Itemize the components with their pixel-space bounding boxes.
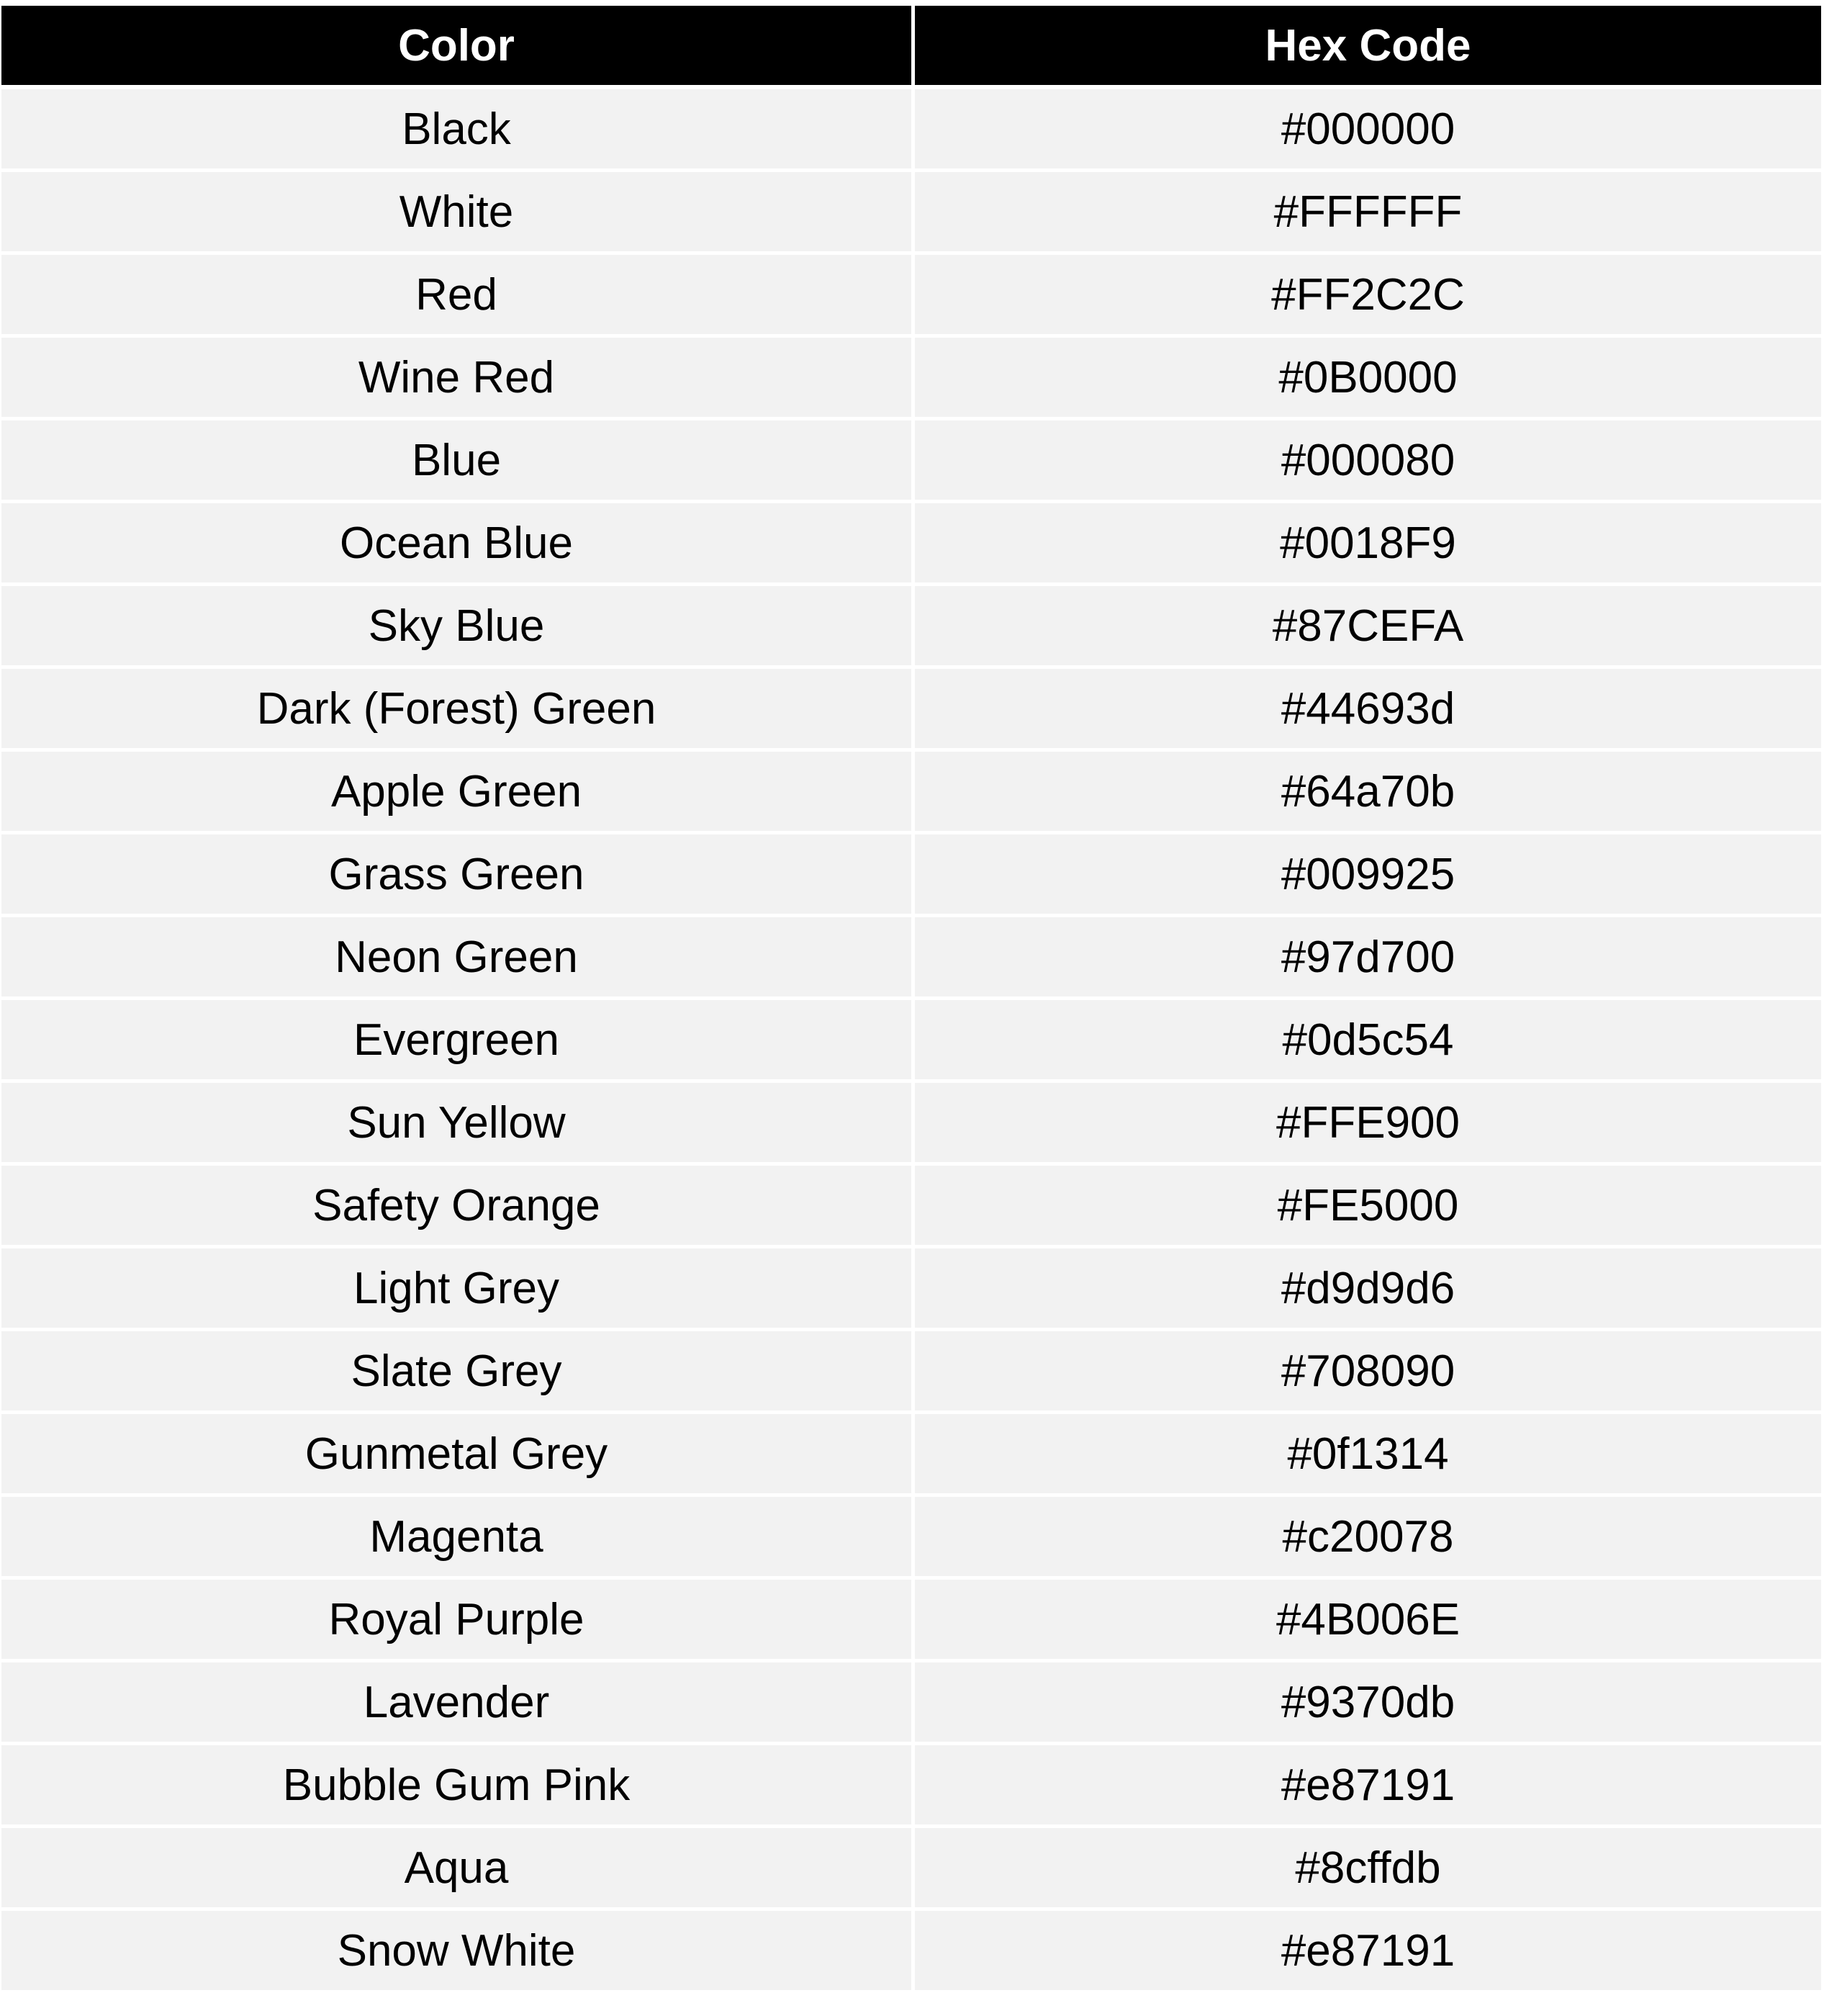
color-name-cell: Sun Yellow: [1, 1083, 911, 1166]
color-name-cell: Royal Purple: [1, 1580, 911, 1662]
hex-code-cell: #97d700: [911, 917, 1821, 1000]
table-row: [1, 917, 1821, 1000]
hex-code-cell: #009925: [911, 834, 1821, 917]
hex-code-cell: #0018F9: [911, 503, 1821, 586]
table-row: [1, 1083, 1821, 1166]
table-row: [1, 669, 1821, 752]
table-row: [1, 586, 1821, 669]
color-name-cell: Evergreen: [1, 1000, 911, 1083]
color-name-cell: Wine Red: [1, 338, 911, 420]
hex-code-cell: #8cffdb: [911, 1828, 1821, 1911]
hex-code-cell: #000000: [911, 89, 1821, 172]
color-name-cell: Gunmetal Grey: [1, 1414, 911, 1497]
table-row: [1, 89, 1821, 172]
color-name-cell: Neon Green: [1, 917, 911, 1000]
hex-code-cell: #e87191: [911, 1911, 1821, 1994]
color-name-cell: Black: [1, 89, 911, 172]
table-row: [1, 1414, 1821, 1497]
table-body: [1, 89, 1821, 1994]
table-header: [1, 6, 1821, 89]
table-row: [1, 420, 1821, 503]
color-name-cell: Slate Grey: [1, 1331, 911, 1414]
header-row: [1, 6, 1821, 89]
color-name-cell: Ocean Blue: [1, 503, 911, 586]
color-name-cell: Red: [1, 255, 911, 338]
table-row: [1, 1828, 1821, 1911]
header-hex-code: Hex Code: [911, 6, 1821, 89]
color-hex-table: [1, 6, 1821, 1994]
table-row: [1, 1580, 1821, 1662]
hex-code-cell: #d9d9d6: [911, 1248, 1821, 1331]
color-name-cell: Dark (Forest) Green: [1, 669, 911, 752]
table-row: [1, 172, 1821, 255]
table-row: [1, 1745, 1821, 1828]
hex-code-cell: #e87191: [911, 1745, 1821, 1828]
hex-code-cell: #4B006E: [911, 1580, 1821, 1662]
color-name-cell: Safety Orange: [1, 1166, 911, 1248]
table-row: [1, 1166, 1821, 1248]
table-row: [1, 1248, 1821, 1331]
hex-code-cell: #000080: [911, 420, 1821, 503]
hex-code-cell: #0f1314: [911, 1414, 1821, 1497]
color-name-cell: Lavender: [1, 1662, 911, 1745]
color-name-cell: Aqua: [1, 1828, 911, 1911]
color-hex-table-container: [1, 6, 1821, 1994]
hex-code-cell: #FFE900: [911, 1083, 1821, 1166]
table-row: [1, 1911, 1821, 1994]
color-name-cell: White: [1, 172, 911, 255]
color-name-cell: Bubble Gum Pink: [1, 1745, 911, 1828]
table-row: [1, 1000, 1821, 1083]
table-row: [1, 834, 1821, 917]
header-color: Color: [1, 6, 911, 89]
color-name-cell: Light Grey: [1, 1248, 911, 1331]
table-row: [1, 255, 1821, 338]
hex-code-cell: #c20078: [911, 1497, 1821, 1580]
color-name-cell: Sky Blue: [1, 586, 911, 669]
color-name-cell: Blue: [1, 420, 911, 503]
hex-code-cell: #FE5000: [911, 1166, 1821, 1248]
hex-code-cell: #44693d: [911, 669, 1821, 752]
table-row: [1, 752, 1821, 834]
hex-code-cell: #0d5c54: [911, 1000, 1821, 1083]
hex-code-cell: #64a70b: [911, 752, 1821, 834]
hex-code-cell: #0B0000: [911, 338, 1821, 420]
table-row: [1, 1497, 1821, 1580]
color-name-cell: Apple Green: [1, 752, 911, 834]
hex-code-cell: #87CEFA: [911, 586, 1821, 669]
hex-code-cell: #9370db: [911, 1662, 1821, 1745]
color-name-cell: Magenta: [1, 1497, 911, 1580]
hex-code-cell: #708090: [911, 1331, 1821, 1414]
table-row: [1, 338, 1821, 420]
table-row: [1, 1331, 1821, 1414]
hex-code-cell: #FF2C2C: [911, 255, 1821, 338]
hex-code-cell: #FFFFFF: [911, 172, 1821, 255]
color-name-cell: Grass Green: [1, 834, 911, 917]
table-row: [1, 503, 1821, 586]
table-row: [1, 1662, 1821, 1745]
color-name-cell: Snow White: [1, 1911, 911, 1994]
